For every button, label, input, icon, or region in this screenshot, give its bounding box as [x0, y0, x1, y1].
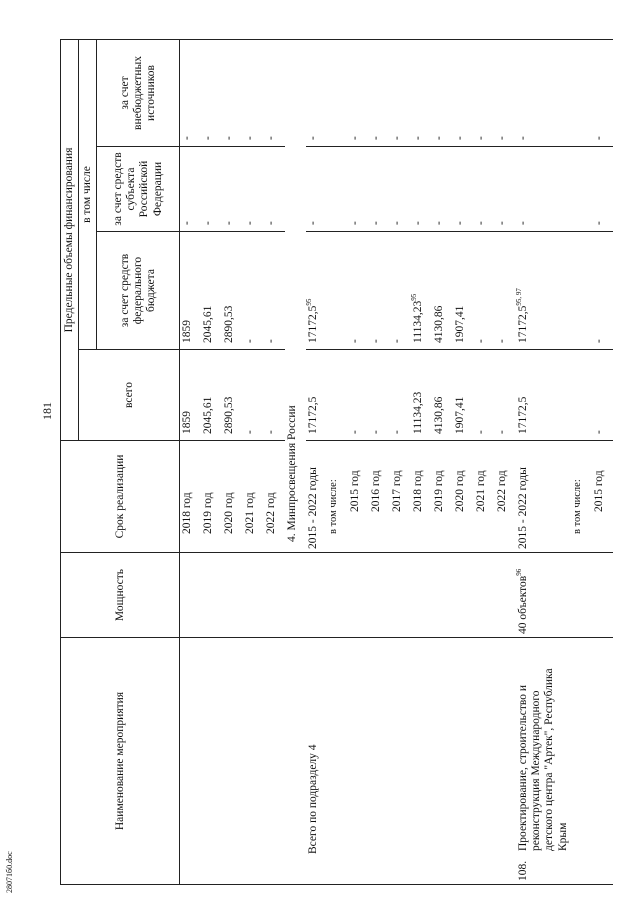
- table-row: [264, 40, 285, 885]
- header-extrabudget: за счет внебюджетных источников: [97, 40, 180, 147]
- federal-cell: -: [264, 232, 285, 350]
- extra-cell: -: [495, 40, 516, 147]
- financing-table: [60, 39, 613, 885]
- federal-cell: -: [390, 232, 411, 350]
- extra-cell: -: [592, 40, 613, 147]
- header-capacity: Мощность: [61, 553, 180, 638]
- regional-cell: -: [369, 147, 390, 232]
- item-name: Проектирование, строительство и реконструкция Международного детского центра "Артек", Республика Крым: [516, 668, 569, 851]
- federal-cell: -: [369, 232, 390, 350]
- regional-cell: -: [453, 147, 474, 232]
- period-cell: 2019 год: [201, 441, 222, 553]
- total-cell: -: [348, 350, 369, 441]
- period-cell: 2015 - 2022 годы: [306, 441, 327, 553]
- table-row: [495, 40, 516, 885]
- table-row: [474, 40, 495, 885]
- period-cell: 2017 год: [390, 441, 411, 553]
- extra-cell: -: [264, 40, 285, 147]
- total-cell: 4130,86: [432, 350, 453, 441]
- extra-cell: -: [306, 40, 327, 147]
- extra-cell: -: [369, 40, 390, 147]
- total-cell: -: [495, 350, 516, 441]
- period-cell: 2019 год: [432, 441, 453, 553]
- regional-cell: -: [201, 147, 222, 232]
- period-cell: 2022 год: [495, 441, 516, 553]
- period-cell: 2018 год: [411, 441, 432, 553]
- federal-cell: -: [243, 232, 264, 350]
- ministry-row: [285, 40, 306, 885]
- extra-cell: -: [348, 40, 369, 147]
- total-cell: 1907,41: [453, 350, 474, 441]
- total-cell: 2890,53: [222, 350, 243, 441]
- total-cell: -: [243, 350, 264, 441]
- header-financing: Предельные объемы финансирования: [61, 40, 79, 441]
- regional-cell: -: [306, 147, 327, 232]
- period-cell: 2018 год: [180, 441, 201, 553]
- total-cell: 11134,23: [411, 350, 432, 441]
- total-cell: -: [390, 350, 411, 441]
- extra-cell: -: [516, 40, 571, 147]
- table-row: [180, 40, 201, 885]
- total-cell: 1859: [180, 350, 201, 441]
- federal-cell: 11134,23$^{95}$: [411, 232, 432, 350]
- federal-cell: -: [348, 232, 369, 350]
- period-cell: 2021 год: [474, 441, 495, 553]
- table-row: [453, 40, 474, 885]
- federal-cell: 17172,5$^{95}$: [306, 232, 327, 350]
- regional-cell: -: [243, 147, 264, 232]
- extra-cell: -: [201, 40, 222, 147]
- extra-cell: -: [180, 40, 201, 147]
- extra-cell: -: [243, 40, 264, 147]
- period-cell: 2015 год: [592, 441, 613, 553]
- including-row: [327, 40, 348, 885]
- period-cell: 2016 год: [369, 441, 390, 553]
- regional-cell: -: [411, 147, 432, 232]
- table-row: [592, 40, 613, 885]
- table-row: [369, 40, 390, 885]
- table-row: [201, 40, 222, 885]
- regional-cell: -: [474, 147, 495, 232]
- total-cell: 17172,5: [516, 350, 571, 441]
- federal-cell: 1859: [180, 232, 201, 350]
- total-cell: -: [264, 350, 285, 441]
- header-name: Наименование мероприятия: [61, 638, 180, 885]
- total-cell: 2045,61: [201, 350, 222, 441]
- table-row: [243, 40, 264, 885]
- header-regional: за счет средств субъекта Российской Федерации: [97, 147, 180, 232]
- federal-cell: 2890,53: [222, 232, 243, 350]
- federal-cell: -: [495, 232, 516, 350]
- including-row: [571, 40, 592, 885]
- table-row: [390, 40, 411, 885]
- regional-cell: -: [180, 147, 201, 232]
- subtotal-label: Всего по подразделу 4: [306, 638, 327, 885]
- table-row: [411, 40, 432, 885]
- header-federal: за счет средств федерального бюджета: [97, 232, 180, 350]
- header-period: Срок реализации: [61, 441, 180, 553]
- table-row: [432, 40, 453, 885]
- item-number: 108.: [516, 860, 529, 881]
- regional-cell: -: [222, 147, 243, 232]
- regional-cell: -: [495, 147, 516, 232]
- item-108-row: [516, 40, 571, 885]
- extra-cell: -: [474, 40, 495, 147]
- subtotal-row: [306, 40, 327, 885]
- regional-cell: -: [348, 147, 369, 232]
- federal-cell: -: [592, 232, 613, 350]
- table-row: [348, 40, 369, 885]
- ministry-heading: 4. Минпросвещения России: [285, 40, 306, 553]
- federal-cell: 2045,61: [201, 232, 222, 350]
- footer-code: 28071б0.doc: [5, 851, 14, 893]
- period-cell: 2015 год: [348, 441, 369, 553]
- header-including: в том числе: [79, 40, 97, 350]
- regional-cell: -: [390, 147, 411, 232]
- period-cell: 2022 год: [264, 441, 285, 553]
- extra-cell: -: [453, 40, 474, 147]
- regional-cell: -: [516, 147, 571, 232]
- federal-cell: 1907,41: [453, 232, 474, 350]
- total-cell: 17172,5: [306, 350, 327, 441]
- extra-cell: -: [222, 40, 243, 147]
- including-label: в том числе:: [327, 441, 348, 553]
- federal-cell: -: [474, 232, 495, 350]
- total-cell: -: [474, 350, 495, 441]
- page-number: 181: [40, 402, 54, 420]
- extra-cell: -: [390, 40, 411, 147]
- period-cell: 2020 год: [453, 441, 474, 553]
- header-total: всего: [79, 350, 180, 441]
- regional-cell: -: [264, 147, 285, 232]
- federal-cell: 4130,86: [432, 232, 453, 350]
- period-cell: 2020 год: [222, 441, 243, 553]
- period-cell: 2015 - 2022 годы: [516, 441, 571, 553]
- extra-cell: -: [432, 40, 453, 147]
- total-cell: -: [592, 350, 613, 441]
- capacity-cell: 40 объектов$^{96}$: [516, 553, 571, 638]
- item-108-name-cell: [516, 638, 571, 885]
- rotated-sheet: [60, 40, 635, 885]
- total-cell: -: [369, 350, 390, 441]
- regional-cell: -: [592, 147, 613, 232]
- regional-cell: -: [432, 147, 453, 232]
- period-cell: 2021 год: [243, 441, 264, 553]
- including-label: в том числе:: [571, 441, 592, 553]
- federal-cell: 17172,5$^{95, 97}$: [516, 232, 571, 350]
- table-row: [222, 40, 243, 885]
- extra-cell: -: [411, 40, 432, 147]
